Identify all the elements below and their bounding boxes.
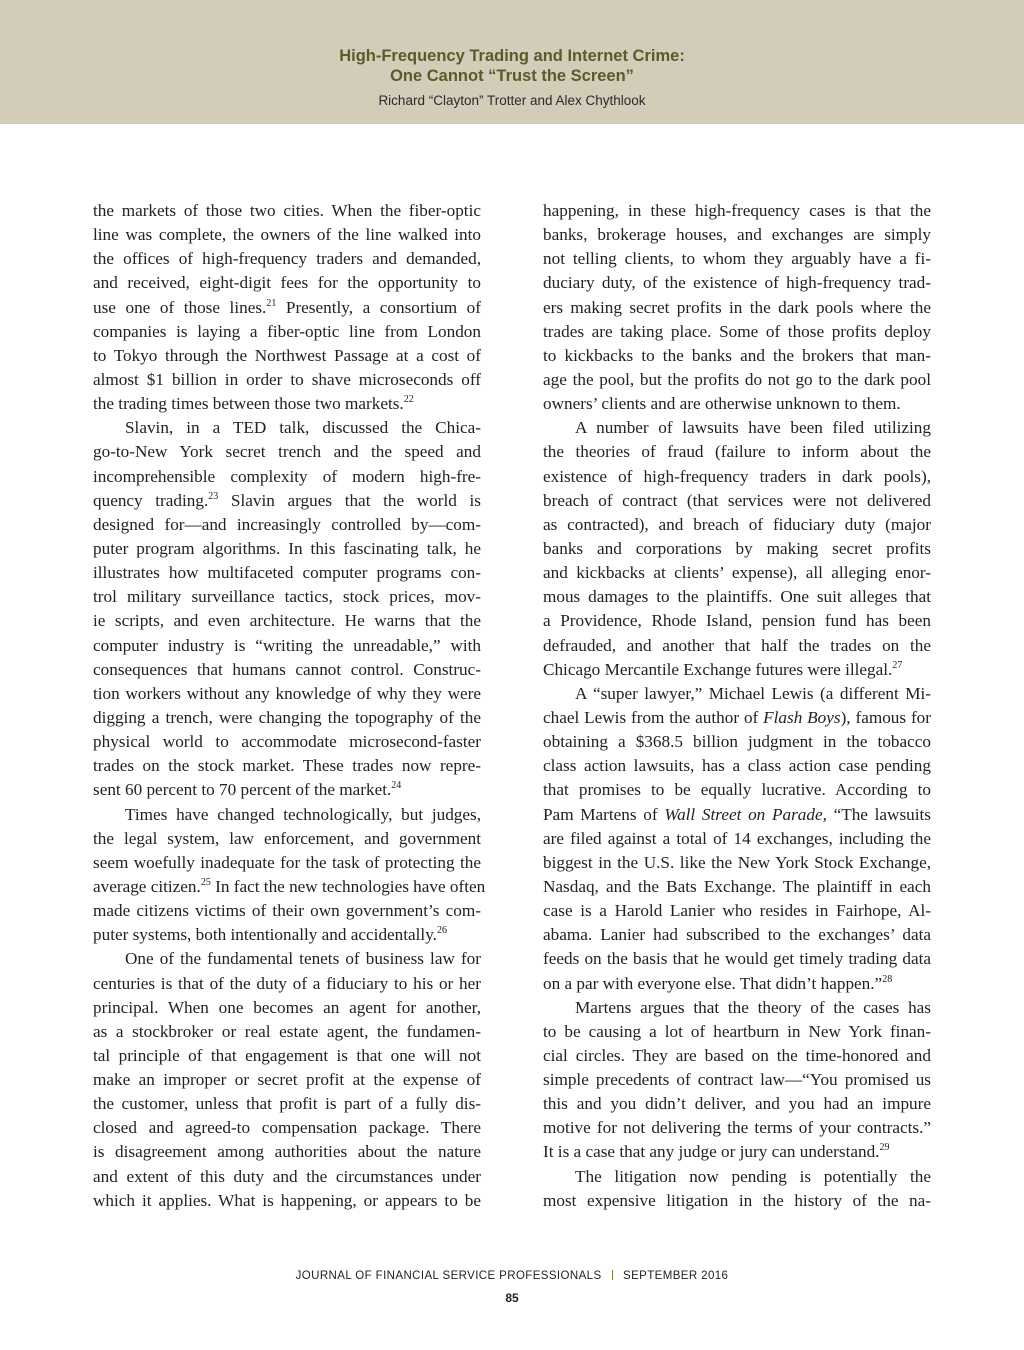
footnote-ref: 27 [892,659,903,671]
line-text: banks and corporations by making secret profits [543,538,931,558]
text-line [543,416,931,440]
line-text: that promises to be equally lucrative. According to [543,780,931,800]
right-text-column [543,199,931,1213]
text-line [93,199,481,223]
text-line [93,609,481,633]
line-text: ers making secret profits in the dark pools where the [543,297,931,317]
text-line [543,561,931,585]
text-line [93,537,481,561]
text-line [93,1020,481,1044]
line-text: not telling clients, to whom they arguably have a fi- [543,249,931,269]
text-line [543,923,931,947]
text-line [543,609,931,633]
text-line [93,585,481,609]
text-line [543,996,931,1020]
line-text: as a stockbroker or real estate agent, the fundamen- [93,1021,481,1041]
line-text: ie scripts, and even architecture. He warns that the [93,611,481,631]
text-line [543,1020,931,1044]
text-line [543,851,931,875]
text-line [93,368,481,392]
line-text: owners’ clients and are otherwise unknown to them. [543,394,901,414]
text-line [93,1140,481,1164]
line-text: a Providence, Rhode Island, pension fund has been [543,611,931,631]
line-text: defrauded, and another that half the trades on the [543,635,931,655]
text-line [543,296,931,320]
line-text: illustrates how multifaceted computer programs con- [93,563,481,583]
line-text: to be causing a lot of heartburn in New York finan- [543,1021,931,1041]
text-line [543,247,931,271]
text-line [543,899,931,923]
line-text: the theories of fraud (failure to inform about the [543,442,931,462]
text-line [93,730,481,754]
line-text: breach of contract (that services were not delivered [543,490,931,510]
line-text: A number of lawsuits have been filed utilizing [575,418,931,438]
line-text: digging a trench, were changing the topography of the [93,707,481,727]
line-text: to kickbacks to the banks and the brokers that man- [543,345,931,365]
text-line [93,778,481,802]
text-line [543,634,931,658]
line-text: on a par with everyone else. That didn’t happen.” [543,973,883,993]
text-line [543,1165,931,1189]
line-text: principal. When one becomes an agent for another, [93,997,481,1017]
line-text: trol military surveillance tactics, stock prices, mov- [93,587,481,607]
text-line [93,875,486,899]
line-text: chael Lewis from the author of [543,707,764,727]
text-line [543,778,931,802]
line-text: puter program algorithms. In this fascinating talk, he [93,538,481,558]
line-text: mous damages to the plaintiffs. One suit alleges that [543,587,931,607]
line-text: “The lawsuits [826,804,931,824]
line-text: It is a case that any judge or jury can understand. [543,1142,880,1162]
issue-date: SEPTEMBER 2016 [623,1270,729,1282]
text-line [93,996,481,1020]
text-line [93,1092,481,1116]
line-text: biggest in the U.S. like the New York Stock Exchange, [543,852,931,872]
text-line [93,923,481,947]
line-text: happening, in these high-frequency cases is that the [543,201,931,220]
line-text: quency trading. [93,490,209,510]
line-text: closed and agreed-to compensation package. There [93,1118,481,1138]
text-line [543,803,931,827]
text-line [93,803,481,827]
line-text: In fact the new technologies have often [210,876,486,896]
line-text: and kickbacks at clients’ expense), all alleging enor- [543,563,931,583]
line-text: use one of those lines. [93,297,267,317]
italic-title: Wall Street on Parade, [664,804,827,824]
text-line [93,223,481,247]
line-text: are filed against a total of 14 exchanges, including the [543,828,931,848]
page-number: 85 [505,1291,519,1305]
line-text: tal principle of that engagement is that one will not [93,1045,481,1065]
text-line [93,658,481,682]
footnote-ref: 22 [403,394,414,406]
line-text: ), famous for [840,707,931,727]
text-line [93,754,481,778]
line-text: the markets of those two cities. When the fiber-optic [93,201,481,220]
line-text: abama. Lanier had subscribed to the exchanges’ data [543,925,931,945]
text-line [543,754,931,778]
line-text: A “super lawyer,” Michael Lewis (a different Mi- [575,683,931,703]
line-text: incomprehensible complexity of modern high-fre- [93,466,481,486]
text-line [93,247,481,271]
line-text: physical world to accommodate microsecond-faster [93,732,481,752]
line-text: Times have changed technologically, but judges, [125,804,481,824]
footnote-ref: 26 [436,925,447,937]
line-text: make an improper or secret profit at the expense of [93,1070,481,1090]
text-line [93,489,481,513]
line-text: duciary duty, of the existence of high-frequency trad- [543,273,931,293]
line-text: Pam Martens of [543,804,665,824]
text-line [93,851,481,875]
line-text: line was complete, the owners of the line walked into [93,225,481,245]
text-line [543,1116,931,1140]
line-text: this and you didn’t deliver, and you had an impure [543,1094,931,1114]
italic-title: Flash Boys [763,707,841,727]
text-line [93,440,481,464]
text-line [93,296,481,320]
text-line [93,561,481,585]
text-line [93,513,481,537]
line-text: sent 60 percent to 70 percent of the market. [93,780,392,800]
line-text: computer industry is “writing the unreadable,” with [93,635,481,655]
line-text: as contracted), and breach of fiduciary duty (major [543,514,931,534]
text-line [543,489,931,513]
footer-separator [612,1270,614,1280]
line-text: average citizen. [93,876,201,896]
line-text: puter systems, both intentionally and accidentally. [93,925,437,945]
left-text-column [93,199,486,1213]
text-line [93,392,481,416]
line-text: to Tokyo through the Northwest Passage at a cost of [93,345,481,365]
text-line [93,320,481,344]
line-text: obtaining a $368.5 billion judgment in the tobacco [543,732,931,752]
text-line [543,1092,931,1116]
line-text: companies is laying a fiber-optic line from London [93,321,481,341]
text-line [93,465,481,489]
text-line [543,947,931,971]
line-text: simple precedents of contract law—“You promised us [543,1070,931,1090]
line-text: cial circles. They are based on the time-honored and [543,1045,931,1065]
footnote-ref: 28 [882,973,893,985]
text-line [543,320,931,344]
line-text: Nasdaq, and the Bats Exchange. The plaintiff in each [543,876,931,896]
text-line [93,1068,481,1092]
footnote-ref: 25 [200,876,211,888]
line-text: and received, eight-digit fees for the opportunity to [93,273,481,293]
article-title-line-2: One Cannot “Trust the Screen” [390,67,634,85]
text-line [543,537,931,561]
line-text: the customer, unless that profit is part of a fully dis- [93,1094,481,1114]
text-line [93,972,481,996]
line-text: class action lawsuits, has a class action case pending [543,756,931,776]
text-line [543,465,931,489]
line-text: One of the fundamental tenets of business law for [125,949,481,969]
footnote-ref: 23 [208,490,219,502]
text-line [543,1140,931,1164]
line-text: tion workers without any knowledge of why they were [93,683,481,703]
line-text: banks, brokerage houses, and exchanges are simply [543,225,931,245]
line-text: trades on the stock market. These trades now repre- [93,756,481,776]
line-text: centuries is that of the duty of a fiduciary to his or her [93,973,481,993]
line-text: feeds on the basis that he would get timely trading data [543,949,931,969]
text-line [93,634,481,658]
text-line [543,271,931,295]
line-text: Presently, a consortium of [276,297,481,317]
text-line [543,682,931,706]
text-line [93,1116,481,1140]
text-line [543,344,931,368]
line-text: Slavin, in a TED talk, discussed the Chica- [125,418,481,438]
text-line [93,271,481,295]
line-text: age the pool, but the profits do not go to the dark pool [543,369,931,389]
line-text: Slavin argues that the world is [218,490,481,510]
footnote-ref: 21 [266,297,277,309]
line-text: consequences that humans cannot control. Construc- [93,659,481,679]
text-line [543,706,931,730]
footnote-ref: 24 [391,780,402,792]
text-line [543,392,931,416]
text-line [543,199,931,223]
line-text: go-to-New York secret trench and the speed and [93,442,481,462]
running-header [0,0,1024,124]
line-text: designed for—and increasingly controlled by—com- [93,514,481,534]
line-text: seem woefully inadequate for the task of protecting the [93,852,481,872]
text-line [93,682,481,706]
text-line [93,706,481,730]
line-text: trades are taking place. Some of those profits deploy [543,321,931,341]
line-text: Martens argues that the theory of the cases has [575,997,931,1017]
text-line [93,1189,481,1213]
text-line [543,730,931,754]
text-line [543,1068,931,1092]
text-line [93,899,481,923]
text-line [543,513,931,537]
text-line [543,440,931,464]
article-authors: Richard “Clayton” Trotter and Alex Chythlook [378,93,646,108]
footnote-ref: 29 [879,1142,890,1154]
text-line [543,223,931,247]
line-text: the legal system, law enforcement, and government [93,828,481,848]
line-text: and extent of this duty and the circumstances under [93,1166,481,1186]
text-line [543,658,931,682]
line-text: is disagreement among authorities about the nature [93,1142,481,1162]
text-line [543,368,931,392]
line-text: motive for not delivering the terms of your contracts.” [543,1118,931,1138]
text-line [543,1189,931,1213]
text-line [543,875,931,899]
text-line [93,947,481,971]
line-text: Chicago Mercantile Exchange futures were illegal. [543,659,893,679]
line-text: case is a Harold Lanier who resides in Fairhope, Al- [543,901,931,921]
text-line [93,416,481,440]
journal-name: JOURNAL OF FINANCIAL SERVICE PROFESSIONALS [295,1270,602,1282]
line-text: The litigation now pending is potentially the [575,1166,931,1186]
article-title-line-1: High-Frequency Trading and Internet Crime: [339,47,685,65]
text-line [543,827,931,851]
line-text: most expensive litigation in the history of the na- [543,1190,931,1210]
line-text: existence of high-frequency traders in dark pools), [543,466,931,486]
text-line [543,585,931,609]
line-text: almost $1 billion in order to shave microseconds off [93,369,481,389]
text-line [93,1165,481,1189]
line-text: the offices of high-frequency traders and demanded, [93,249,481,269]
line-text: made citizens victims of their own government’s com- [93,901,481,921]
text-line [93,827,481,851]
line-text: the trading times between those two markets. [93,394,404,414]
text-line [93,344,481,368]
text-line [543,972,931,996]
text-line [543,1044,931,1068]
line-text: which it applies. What is happening, or appears to be [93,1190,481,1210]
footer-journal-line [0,1270,1024,1282]
text-line [93,1044,481,1068]
